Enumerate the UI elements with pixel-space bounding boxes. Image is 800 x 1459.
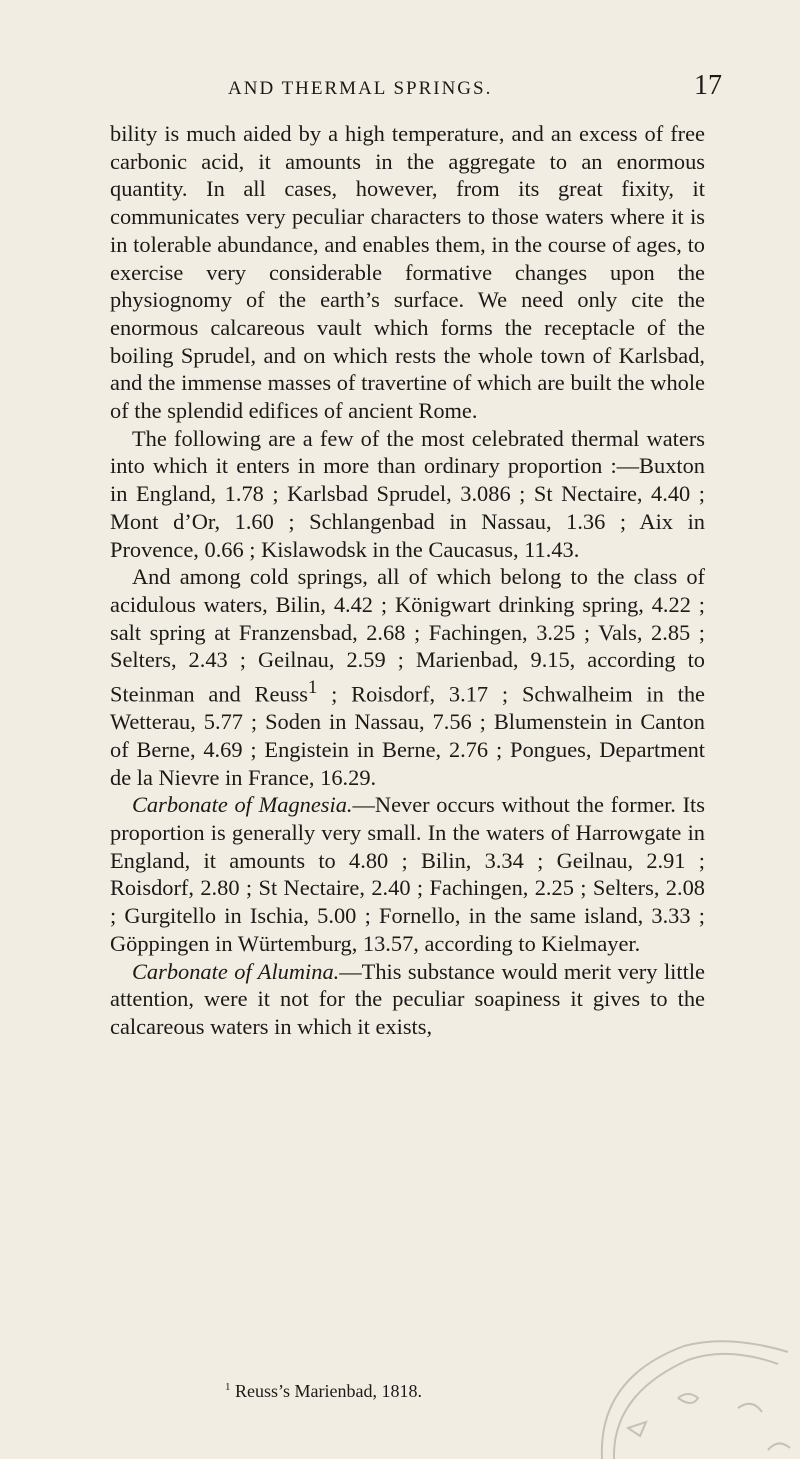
footnote-text: Reuss’s Marienbad, 1818. <box>235 1381 422 1401</box>
stamp-mark <box>738 1404 762 1412</box>
body-text <box>110 120 705 1041</box>
footnote-reference: 1 <box>308 677 318 699</box>
paragraph-magnesia <box>110 791 705 957</box>
page-number: 17 <box>694 70 722 101</box>
cold-springs-text-a: And among cold springs, all of which belong to the class of acidulous waters, Bilin, 4.42 ; Königwart drinking spring, 4.22 ; salt spring at Franzensbad, 2.68 ; Fachingen, 3.25 ; Vals, 2.85 ; Selters, 2.43 ; Geilnau, 2.59 ; Marienbad, 9.15, according to Steinman and Reuss <box>110 564 705 707</box>
paragraph-cold-springs <box>110 563 705 791</box>
stamp-mark <box>678 1394 698 1403</box>
paragraph-alumina <box>110 958 705 1041</box>
running-head <box>0 60 800 100</box>
footnote <box>225 1381 422 1402</box>
paragraph-continued: bility is much aided by a high temperature, and an excess of free carbonic acid, it amounts in the aggregate to an enormous quantity. In all cases, however, from its great fixity, it communicates very peculiar characters to those waters where it is in tolerable abundance, and enables them, in the course of ages, to exercise very considerable formative changes upon the physiognomy of the earth’s surface. We need only cite the enormous calcareous vault which forms the receptacle of the boiling Sprudel, and on which rests the whole town of Karlsbad, and the immense masses of travertine of which are built the whole of the splendid edifices of ancient Rome. <box>110 121 705 424</box>
section-heading-alumina: Carbonate of Alumina. <box>132 958 340 984</box>
stamp-mark <box>768 1443 790 1450</box>
paragraph-thermal-waters: The following are a few of the most celebrated thermal waters into which it enters in more than ordinary proportion :—Buxton in England, 1.78 ; Karlsbad Sprudel, 3.086 ; St Nectaire, 4.40 ; Mont d’Or, 1.60 ; Schlangenbad in Nassau, 1.36 ; Aix in Provence, 0.66 ; Kislawodsk in the Caucasus, 11.43. <box>110 425 705 562</box>
magnesia-text: —Never occurs without the former. Its proportion is generally very small. In the waters of Harrowgate in England, it amounts to 4.80 ; Bilin, 3.34 ; Geilnau, 2.91 ; Roisdorf, 2.80 ; St Nectaire, 2.40 ; Fachingen, 2.25 ; Selters, 2.08 ; Gurgitello in Ischia, 5.00 ; Fornello, in the same island, 3.33 ; Göppingen in Würtemburg, 13.57, according to Kielmayer. <box>110 792 705 956</box>
stamp-arc-inner <box>614 1354 778 1459</box>
library-stamp <box>588 1338 800 1459</box>
stamp-mark <box>628 1422 646 1436</box>
footnote-mark: 1 <box>225 1381 231 1393</box>
cold-springs-text-b: ; Roisdorf, 3.17 ; Schwalheim in the Wetterau, 5.77 ; Soden in Nassau, 7.56 ; Blumenstein in Canton of Berne, 4.69 ; Engistein in Berne, 2.76 ; Pongues, Department de la Nievre in France, 16.29. <box>110 681 705 790</box>
alumina-text: —This substance would merit very little attention, were it not for the peculiar soapiness it gives to the calcareous waters in which it exists, <box>110 958 705 1039</box>
running-title: AND THERMAL SPRINGS. <box>228 78 493 99</box>
section-heading-magnesia: Carbonate of Magnesia. <box>132 792 353 818</box>
